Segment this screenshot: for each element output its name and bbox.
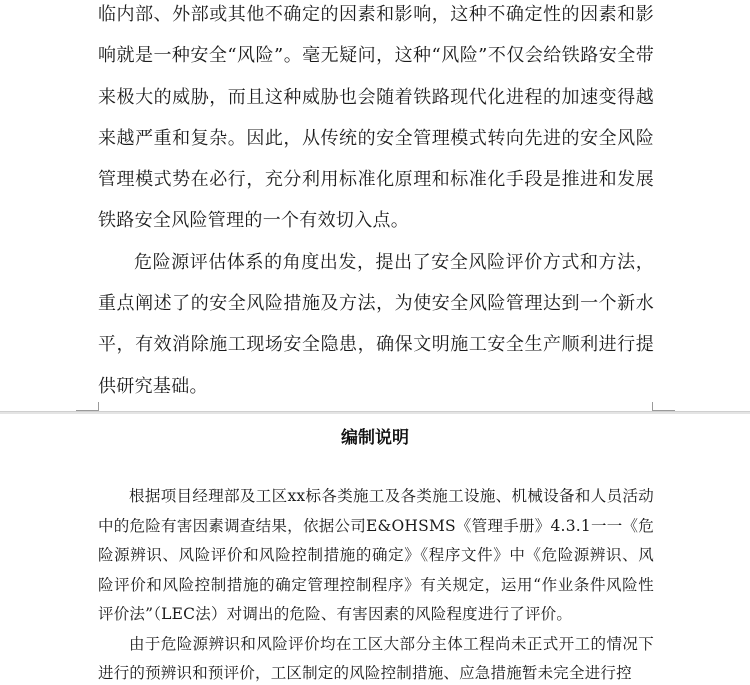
margin-corner-mark [652, 402, 675, 411]
paragraph: 临内部、外部或其他不确定的因素和影响，这种不确定性的因素和影响就是一种安全“风险”。毫无疑问，这种“风险”不仅会给铁路安全带来极大的威胁，而且这种威胁也会随着铁路现代化进程的加速变得越来越严重和复杂。因此，从传统的安全管理模式转向先进的安全风险管理模式势在必行，充分利用标准化原理和标准化手段是推进和发展铁路安全风险管理的一个有效切入点。 [98, 4, 654, 232]
section-heading: 编制说明 [341, 428, 409, 448]
paragraph: 危险源评估体系的角度出发，提出了安全风险评价方式和方法，重点阐述了的安全风险措施及方法，为使安全风险管理达到一个新水平，有效消除施工现场安全隐患，确保文明施工安全生产顺利进行提供研究基础。 [98, 251, 654, 397]
paragraph: 由于危险源辨识和风险评价均在工区大部分主体工程尚未正式开工的情况下进行的预辨识和预评价，工区制定的风险控制措施、应急措施暂未完全进行控 [98, 634, 654, 682]
paragraph: 根据项目经理部及工区xx标各类施工及各类施工设施、机械设备和人员活动中的危险有害因素调查结果，依据公司E&OHSMS《管理手册》4.3.1一一《危险源辨识、风险评价和风险控制措施的确定》《程序文件》中《危险源辨识、风险评价和风险控制措施的确定管理控制程序》有关规定，运用“作业条件风险性评价法”（LEC法）对调出的危险、有害因素的风险程度进行了评价。 [98, 487, 654, 623]
page-2-body [98, 482, 654, 685]
margin-corner-mark [76, 402, 99, 411]
page-1-body [98, 0, 654, 407]
